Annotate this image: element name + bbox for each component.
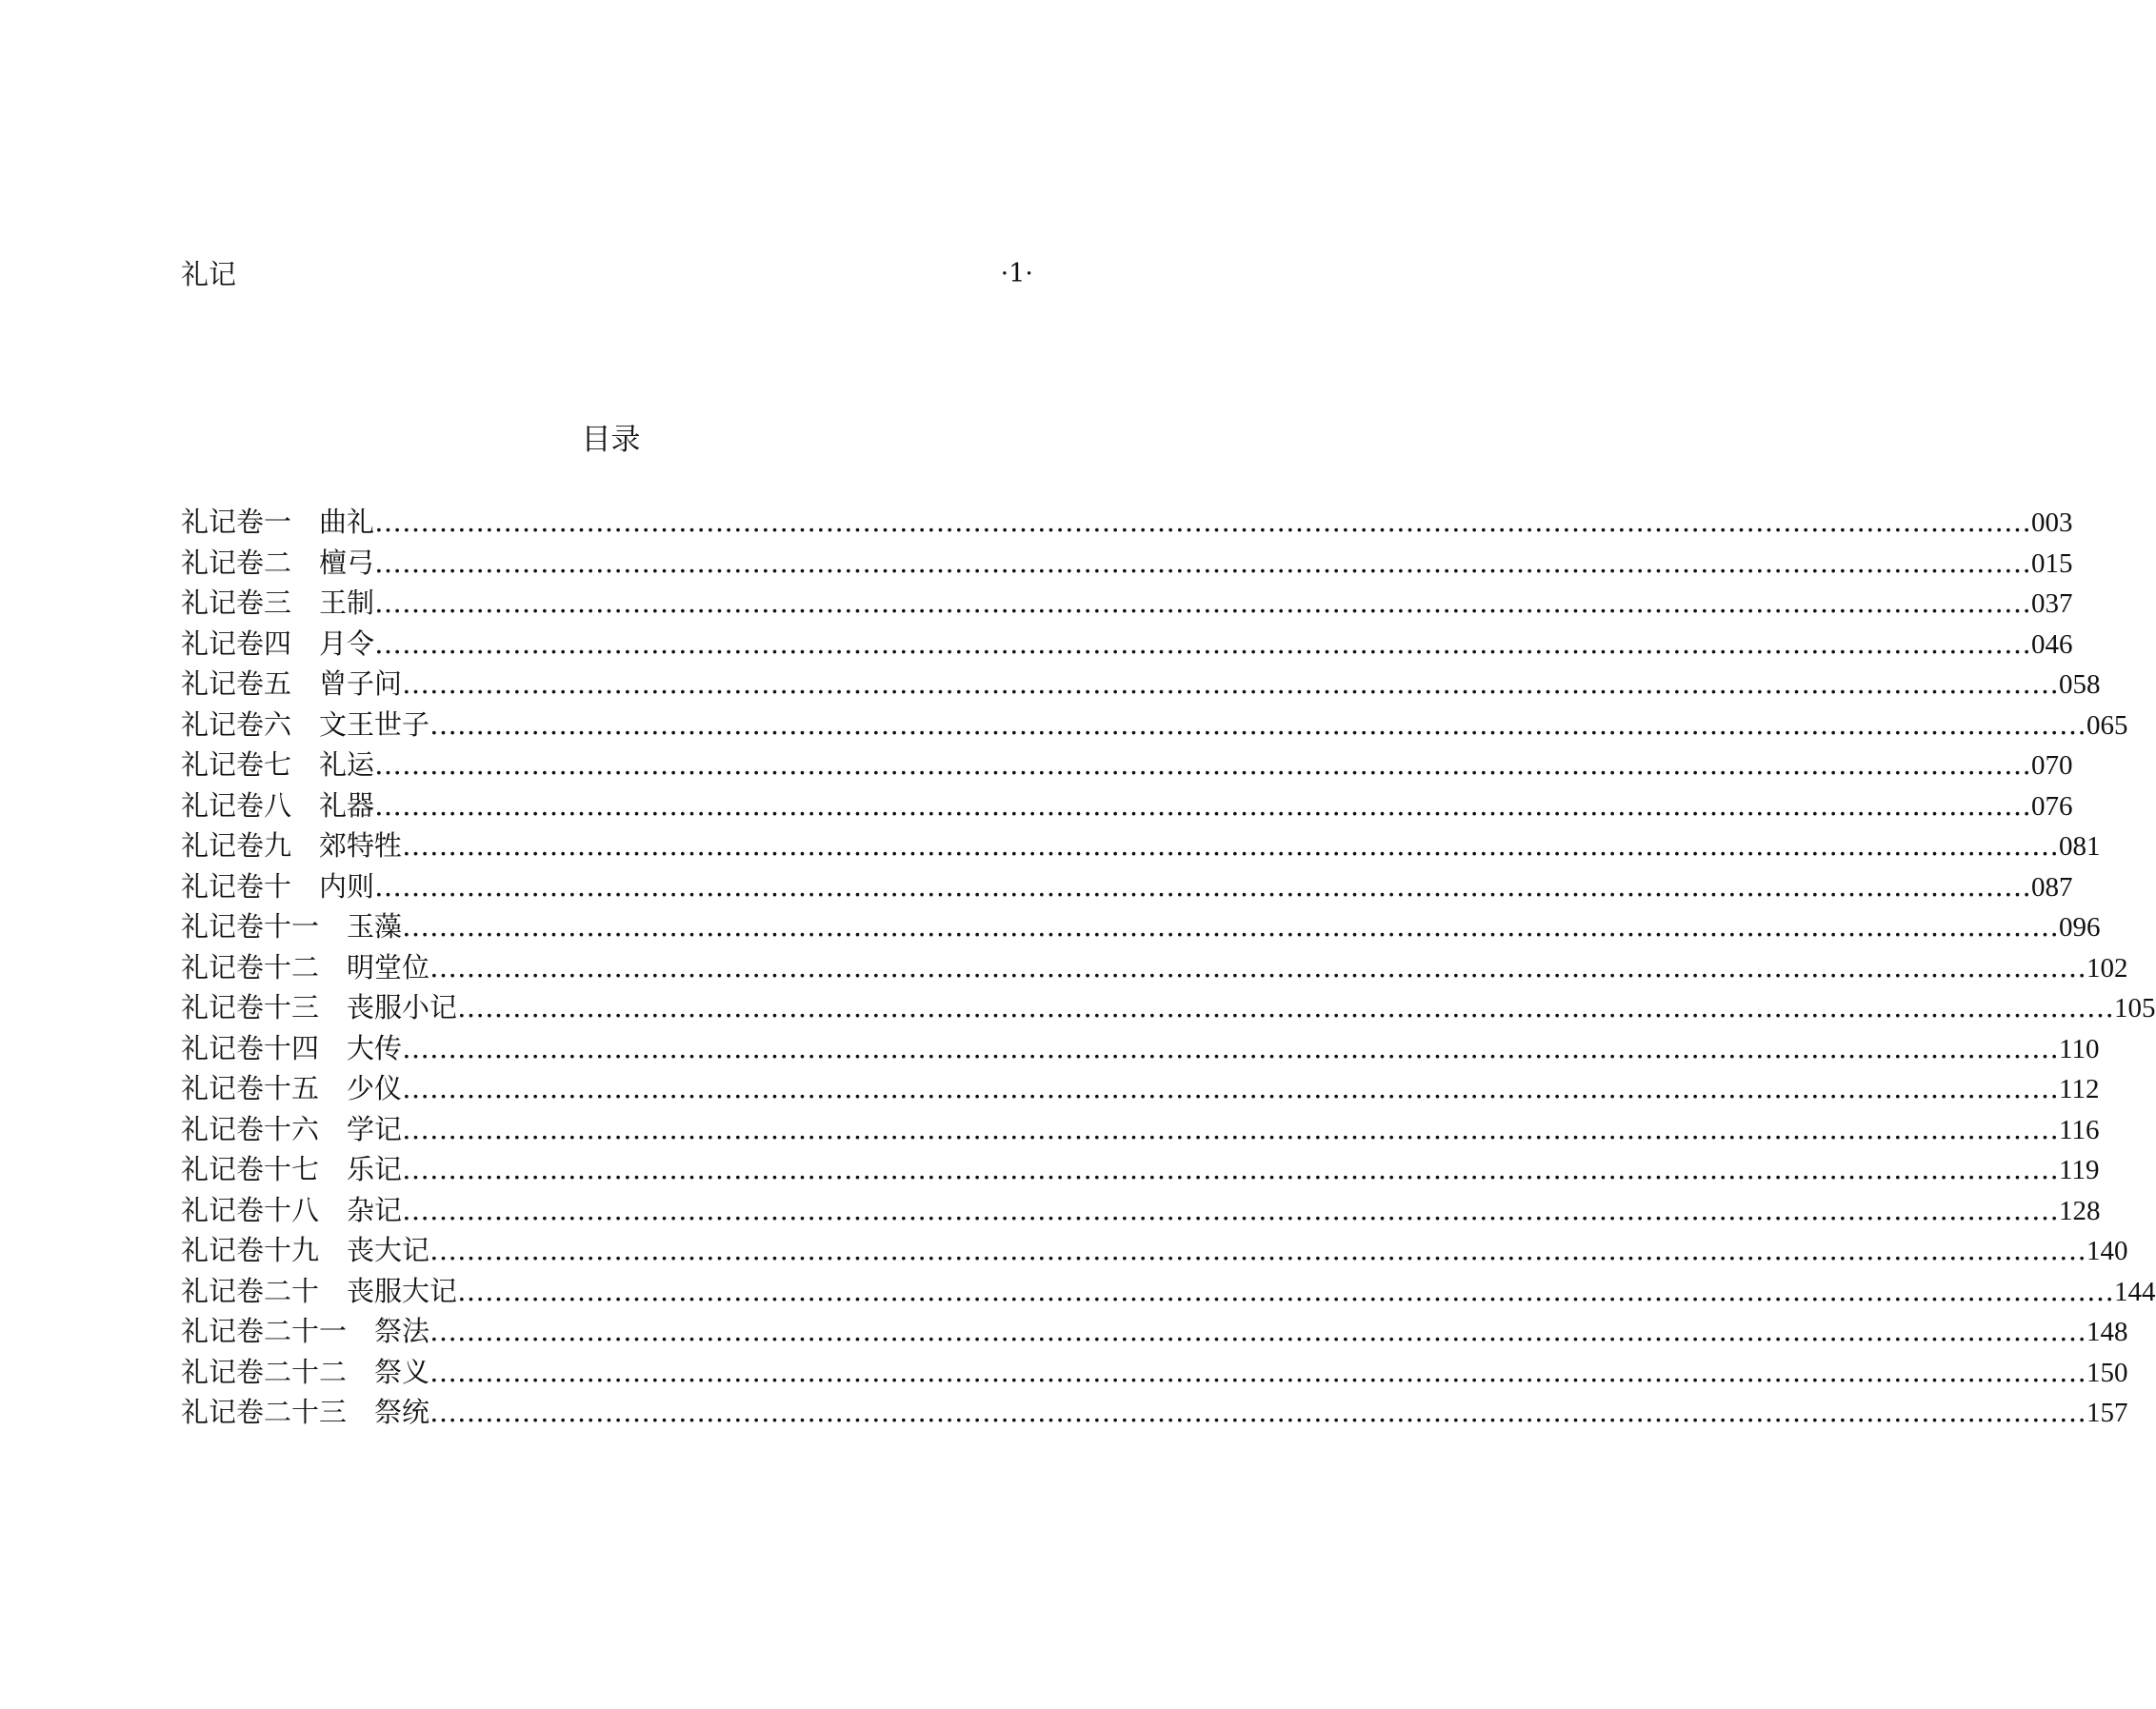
toc-entry[interactable] (181, 1230, 2128, 1271)
toc-entry-page-number: 076 (2031, 790, 2073, 822)
toc-entry[interactable] (181, 502, 2073, 543)
toc-entry-label (181, 543, 374, 584)
toc-entry-volume: 礼记卷十九 (181, 1234, 320, 1266)
toc-entry-volume: 礼记卷十四 (181, 1031, 320, 1064)
toc-entry-page-number: 046 (2031, 628, 2073, 660)
toc-entry-dot-leader: ……………………………………………………………………………………………………………………………………………………………… (374, 626, 2032, 660)
toc-entry[interactable] (181, 664, 2101, 705)
toc-entry-volume: 礼记卷十一 (181, 910, 320, 943)
toc-entry-label (181, 906, 402, 947)
toc-entry-chapter: 檀弓 (319, 546, 375, 579)
toc-entry-label (181, 1271, 457, 1312)
toc-entry-page-number: 081 (2059, 831, 2101, 862)
toc-entry-dot-leader: ……………………………………………………………………………………………………………………………………………………………… (374, 546, 2032, 579)
toc-entry-label (181, 1109, 402, 1150)
toc-entry[interactable] (181, 543, 2073, 584)
toc-entry[interactable] (181, 1352, 2128, 1393)
toc-entry-volume: 礼记卷三 (181, 586, 292, 619)
toc-entry-page-number: 112 (2059, 1074, 2100, 1104)
toc-entry-dot-leader: ……………………………………………………………………………………………………………………………………………………………… (402, 910, 2060, 943)
toc-entry[interactable] (181, 583, 2073, 624)
toc-entry-dot-leader: ……………………………………………………………………………………………………………………………………………………………… (374, 506, 2032, 538)
toc-entry-dot-leader: ……………………………………………………………………………………………………………………………………………………………… (457, 991, 2115, 1023)
toc-entry-label (181, 947, 429, 988)
toc-entry-dot-leader: ……………………………………………………………………………………………………………………………………………………………… (402, 667, 2060, 700)
toc-entry[interactable] (181, 1190, 2101, 1231)
toc-entry[interactable] (181, 1311, 2128, 1352)
toc-entry-label (181, 1230, 429, 1271)
toc-entry-page-number: 157 (2086, 1398, 2128, 1428)
toc-entry-chapter: 祭义 (374, 1355, 430, 1388)
toc-entry-page-number: 144 (2114, 1276, 2156, 1307)
toc-entry-label (181, 502, 374, 543)
toc-entry-dot-leader: ……………………………………………………………………………………………………………………………………………………………… (429, 950, 2087, 984)
toc-entry-label (181, 583, 374, 624)
toc-entry-label (181, 1190, 402, 1231)
toc-entry-volume: 礼记卷二十三 (181, 1396, 348, 1428)
toc-entry-page-number: 116 (2059, 1114, 2100, 1145)
toc-entry-page-number: 070 (2031, 750, 2073, 781)
toc-entry-dot-leader: ……………………………………………………………………………………………………………………………………………………………… (374, 586, 2032, 619)
toc-entry-dot-leader: ……………………………………………………………………………………………………………………………………………………………… (402, 1112, 2060, 1145)
toc-entry[interactable] (181, 1149, 2100, 1190)
toc-entry-label (181, 745, 374, 785)
toc-heading: 目录 (581, 423, 641, 457)
toc-entry[interactable] (181, 947, 2128, 988)
toc-entry-volume: 礼记卷十二 (181, 950, 320, 984)
toc-entry-dot-leader: ……………………………………………………………………………………………………………………………………………………………… (402, 1072, 2060, 1104)
toc-entry-chapter: 内则 (319, 869, 375, 903)
toc-entry-chapter: 丧服大记 (347, 1274, 458, 1307)
toc-entry-label (181, 1068, 402, 1109)
toc-entry-dot-leader: ……………………………………………………………………………………………………………………………………………………………… (402, 1153, 2060, 1185)
toc-entry-page-number: 128 (2059, 1195, 2101, 1226)
toc-entry-chapter: 大传 (347, 1031, 403, 1064)
toc-entry-volume: 礼记卷十八 (181, 1193, 320, 1226)
toc-entry-label (181, 1311, 429, 1352)
toc-entry-label (181, 825, 402, 866)
toc-entry-label (181, 1149, 402, 1190)
toc-entry-label (181, 1392, 429, 1433)
toc-entry-label (181, 664, 402, 705)
toc-entry[interactable] (181, 866, 2073, 907)
toc-entry-volume: 礼记卷十 (181, 869, 292, 903)
running-header-page-number: ·1· (1000, 259, 1033, 288)
toc-entry-page-number: 140 (2086, 1236, 2128, 1266)
toc-entry-chapter: 曲礼 (319, 506, 375, 538)
toc-entry-volume: 礼记卷七 (181, 748, 292, 781)
toc-entry-volume: 礼记卷一 (181, 506, 292, 538)
toc-entry-volume: 礼记卷四 (181, 626, 292, 660)
toc-entry-chapter: 曾子问 (319, 667, 403, 700)
toc-entry-volume: 礼记卷五 (181, 667, 292, 700)
toc-entry-label (181, 987, 457, 1028)
toc-entry-volume: 礼记卷十六 (181, 1112, 320, 1145)
toc-entry-dot-leader: ……………………………………………………………………………………………………………………………………………………………… (402, 1193, 2060, 1226)
toc-entry-dot-leader: ……………………………………………………………………………………………………………………………………………………………… (402, 1031, 2060, 1064)
toc-entry-chapter: 学记 (347, 1112, 403, 1145)
toc-entry[interactable] (181, 785, 2073, 826)
toc-entry-label (181, 624, 374, 665)
toc-entry[interactable] (181, 825, 2101, 866)
toc-entry-label (181, 1028, 402, 1069)
toc-entry-dot-leader: ……………………………………………………………………………………………………………………………………………………………… (457, 1274, 2115, 1307)
toc-entry-chapter: 礼器 (319, 788, 375, 822)
toc-entry-dot-leader: ……………………………………………………………………………………………………………………………………………………………… (374, 869, 2032, 903)
toc-entry-page-number: 096 (2059, 912, 2101, 943)
toc-entry-page-number: 015 (2031, 547, 2073, 579)
toc-entry-volume: 礼记卷二十 (181, 1274, 320, 1307)
toc-entry-chapter: 丧大记 (347, 1234, 430, 1266)
toc-entry-volume: 礼记卷二 (181, 546, 292, 579)
toc-entry[interactable] (181, 987, 2156, 1028)
toc-entry-page-number: 058 (2059, 669, 2101, 700)
toc-entry-dot-leader: ……………………………………………………………………………………………………………………………………………………………… (429, 1315, 2087, 1347)
toc-entry-chapter: 乐记 (347, 1153, 403, 1185)
toc-entry-chapter: 杂记 (347, 1193, 403, 1226)
toc-entry[interactable] (181, 705, 2128, 745)
toc-entry[interactable] (181, 1028, 2100, 1069)
toc-entry[interactable] (181, 745, 2073, 785)
running-header-title: 礼记 (181, 258, 237, 290)
toc-entry-chapter: 礼运 (319, 748, 375, 781)
toc-entry-chapter: 玉藻 (347, 910, 403, 943)
toc-entry-chapter: 少仪 (347, 1072, 403, 1104)
toc-entry-label (181, 1352, 429, 1393)
toc-entry[interactable] (181, 906, 2101, 947)
toc-entry[interactable] (181, 1271, 2156, 1312)
toc-entry-page-number: 148 (2086, 1317, 2128, 1347)
toc-entry-chapter: 祭统 (374, 1396, 430, 1428)
toc-entry-label (181, 785, 374, 826)
toc-entry-volume: 礼记卷八 (181, 788, 292, 822)
toc-entry-dot-leader: ……………………………………………………………………………………………………………………………………………………………… (374, 748, 2032, 781)
toc-entry-chapter: 月令 (319, 626, 375, 660)
toc-entry-chapter: 文王世子 (319, 707, 430, 741)
toc-entry-page-number: 087 (2031, 871, 2073, 903)
toc-entry-page-number: 065 (2086, 709, 2128, 741)
toc-entry-chapter: 郊特牲 (319, 829, 403, 862)
toc-entry-volume: 礼记卷二十一 (181, 1315, 348, 1347)
toc-entry-page-number: 150 (2086, 1357, 2128, 1388)
toc-entry-dot-leader: ……………………………………………………………………………………………………………………………………………………………… (374, 788, 2032, 822)
toc-entry-chapter: 祭法 (374, 1315, 430, 1347)
toc-entry[interactable] (181, 1109, 2100, 1150)
toc-entry-chapter: 明堂位 (347, 950, 430, 984)
toc-entry-volume: 礼记卷十七 (181, 1153, 320, 1185)
toc-entry-chapter: 王制 (319, 586, 375, 619)
toc-entry-page-number: 119 (2059, 1155, 2100, 1185)
toc-entry-label (181, 866, 374, 907)
toc-entry-volume: 礼记卷九 (181, 829, 292, 862)
toc-entry-dot-leader: ……………………………………………………………………………………………………………………………………………………………… (402, 829, 2060, 862)
running-header (181, 255, 1033, 293)
toc-entry-page-number: 003 (2031, 507, 2073, 538)
toc-entry-dot-leader: ……………………………………………………………………………………………………………………………………………………………… (429, 707, 2087, 741)
toc-entry-dot-leader: ……………………………………………………………………………………………………………………………………………………………… (429, 1396, 2087, 1428)
toc-entry-volume: 礼记卷六 (181, 707, 292, 741)
toc-entry-page-number: 105 (2114, 993, 2156, 1023)
toc-entry[interactable] (181, 1068, 2100, 1109)
toc-entry-page-number: 037 (2031, 588, 2073, 619)
toc-entry-chapter: 丧服小记 (347, 991, 458, 1023)
toc-entry-label (181, 705, 429, 745)
toc-entry-volume: 礼记卷二十二 (181, 1355, 348, 1388)
toc-entry[interactable] (181, 624, 2073, 665)
toc-entry-page-number: 102 (2086, 952, 2128, 984)
toc-entry-volume: 礼记卷十五 (181, 1072, 320, 1104)
toc-entry-page-number: 110 (2059, 1033, 2100, 1064)
toc-entry-volume: 礼记卷十三 (181, 991, 320, 1023)
toc-entry[interactable] (181, 1392, 2128, 1433)
toc-entry-dot-leader: ……………………………………………………………………………………………………………………………………………………………… (429, 1234, 2087, 1266)
table-of-contents (181, 502, 2156, 1433)
toc-entry-dot-leader: ……………………………………………………………………………………………………………………………………………………………… (429, 1355, 2087, 1388)
